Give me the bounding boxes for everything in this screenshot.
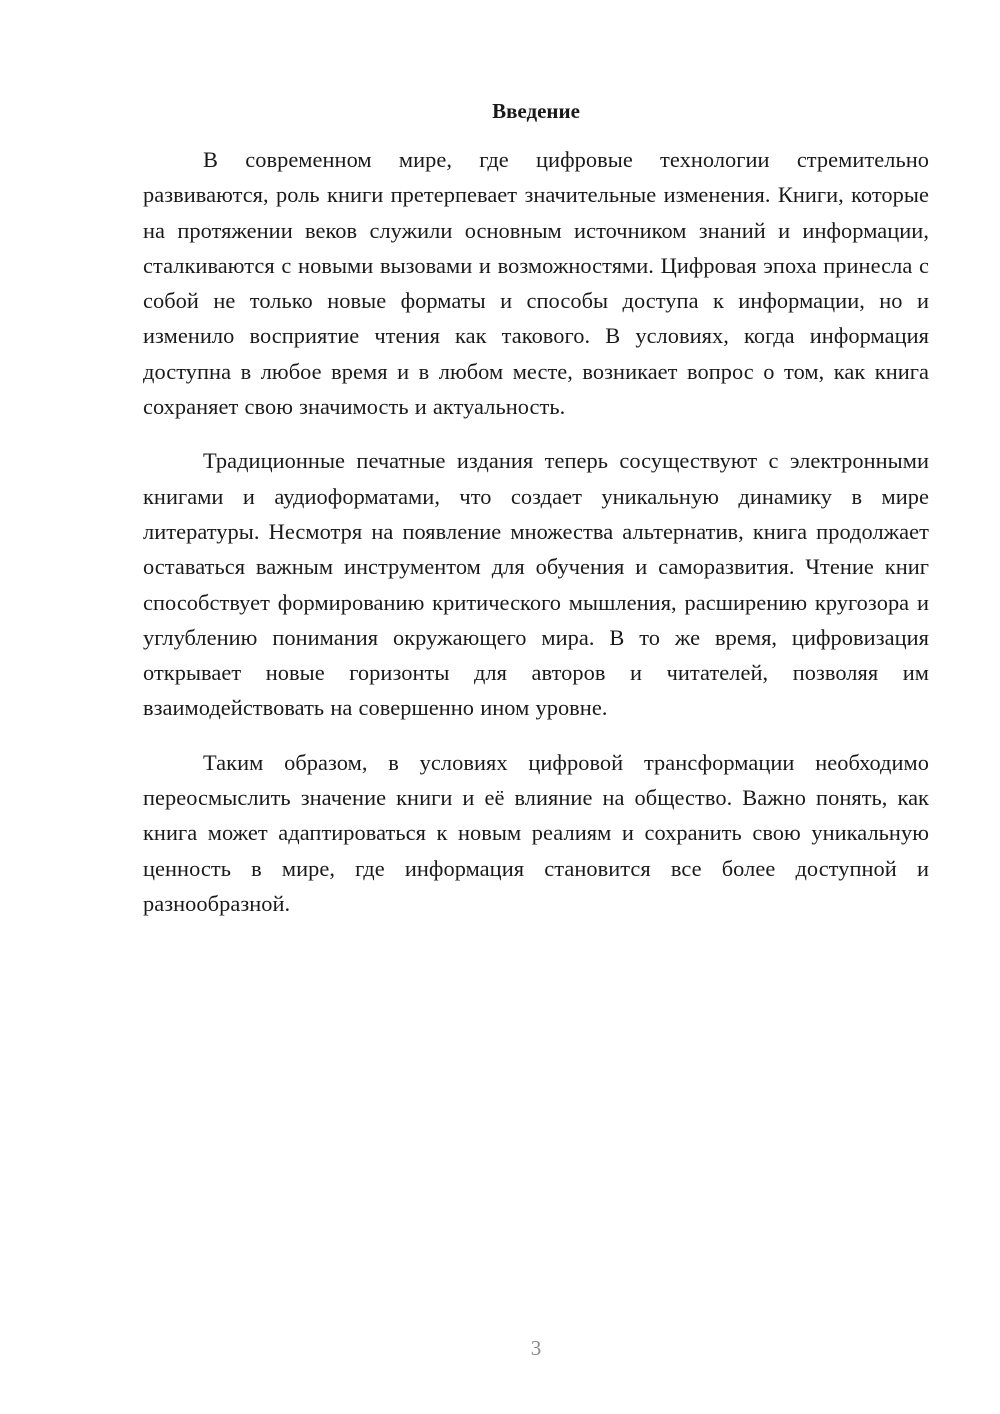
body-text (143, 142, 929, 940)
paragraph-1: В современном мире, где цифровые технологии стремительно развиваются, роль книги претерпевает значительные изменения. Книги, которые на протяжении веков служили основным источником знаний и информации, сталкиваются с новыми вызовами и возможностями. Цифровая эпоха принесла с собой не только новые форматы и способы доступа к информации, но и изменило восприятие чтения как такового. В условиях, когда информация доступна в любое время и в любом месте, возникает вопрос о том, как книга сохраняет свою значимость и актуальность. (143, 147, 929, 420)
page-number: 3 (530, 1336, 542, 1360)
paragraph-2: Традиционные печатные издания теперь сосуществуют с электронными книгами и аудиоформатами, что создает уникальную динамику в мире литературы. Несмотря на появление множества альтернатив, книга продолжает оставаться важным инструментом для обучения и саморазвития. Чтение книг способствует формированию критического мышления, расширению кругозора и углублению понимания окружающего мира. В то же время, цифровизация открывает новые горизонты для авторов и читателей, позволяя им взаимодействовать на совершенно ином уровне. (143, 448, 929, 721)
section-heading: Введение (492, 99, 580, 123)
paragraph-3: Таким образом, в условиях цифровой трансформации необходимо переосмыслить значение книги и её влияние на общество. Важно понять, как книга может адаптироваться к новым реалиям и сохранить свою уникальную ценность в мире, где информация становится все более доступной и разнообразной. (143, 749, 929, 916)
